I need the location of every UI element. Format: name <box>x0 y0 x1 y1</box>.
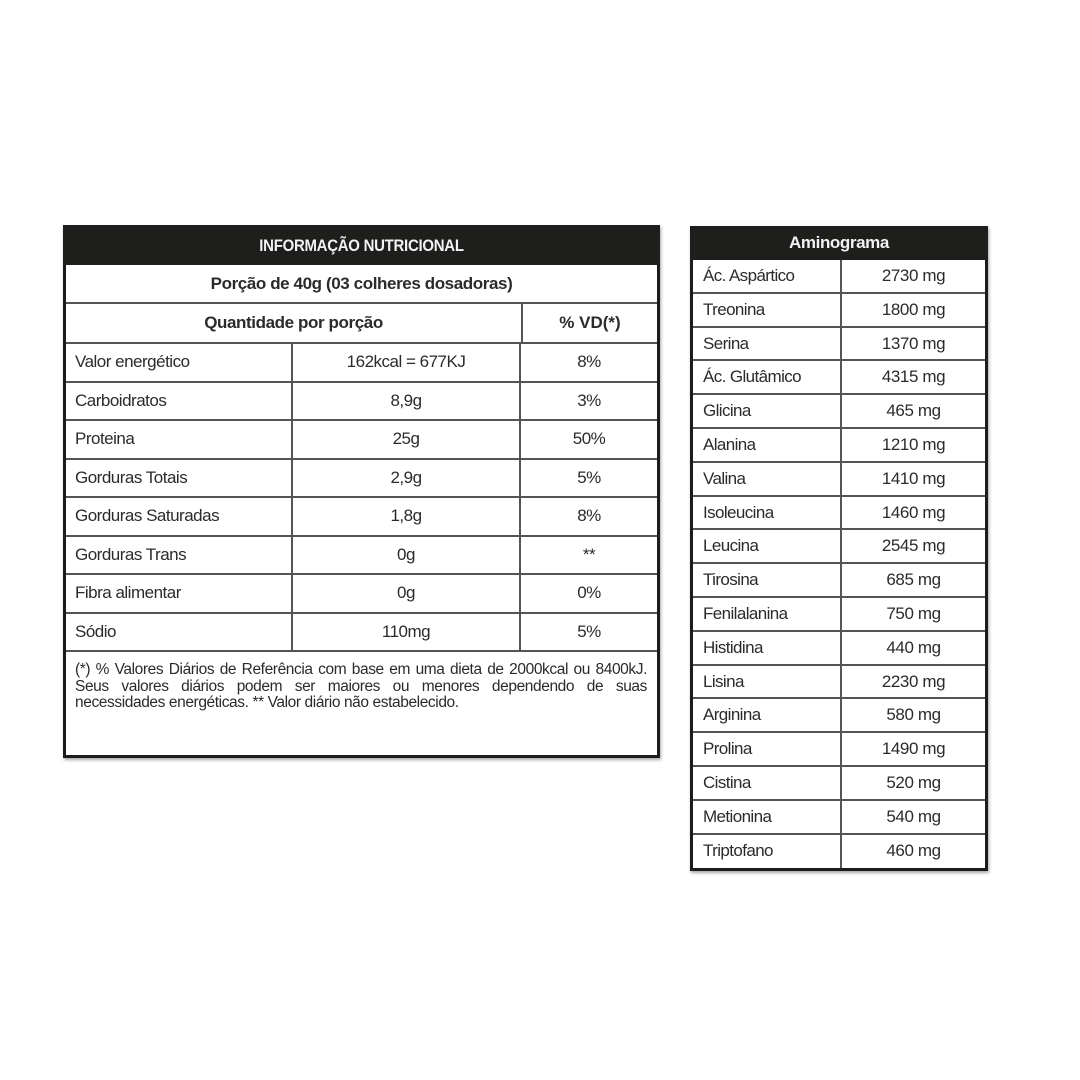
nutrient-daily-value: 5% <box>577 467 601 487</box>
nutrition-footnote: (*) % Valores Diários de Referência com base em uma dieta de 2000kcal ou 8400kJ. Seus valores diários podem ser maiores ou menores dependendo de suas necessidades energéticas. ** Valor diário não estabelecido. <box>75 661 647 711</box>
nutrient-amount: 0g <box>293 575 521 612</box>
amino-acid-amount: 1460 mg <box>881 502 946 522</box>
nutrition-row <box>66 344 657 383</box>
quantity-header: Quantidade por porção <box>66 304 523 342</box>
amino-acid-amount: 520 mg <box>886 772 941 792</box>
nutrient-daily-value: 8% <box>577 352 601 371</box>
amino-acid-name: Histidina <box>693 632 842 664</box>
nutrient-amount: 1,8g <box>293 498 521 535</box>
amino-acid-name: Cistina <box>693 767 842 799</box>
amino-acid-amount: 465 mg <box>886 401 941 421</box>
nutrition-row <box>66 498 657 537</box>
amino-acid-name: Fenilalanina <box>693 598 842 630</box>
nutrition-row <box>66 537 657 576</box>
aminogram-row <box>693 294 985 328</box>
nutrition-row <box>66 421 657 460</box>
aminogram-row <box>693 598 985 632</box>
aminogram-row <box>693 328 985 362</box>
amino-acid-amount: 580 mg <box>886 705 941 725</box>
nutrition-header-row <box>66 304 657 344</box>
amino-acid-amount: 2230 mg <box>881 671 946 691</box>
amino-acid-amount: 1210 mg <box>881 434 946 454</box>
aminogram-table <box>690 226 988 871</box>
amino-acid-amount: 685 mg <box>886 570 941 590</box>
nutrition-row <box>66 575 657 614</box>
nutrition-row <box>66 460 657 499</box>
nutrient-daily-value: 5% <box>577 621 601 641</box>
nutrient-daily-value: 50% <box>572 429 606 448</box>
nutrient-amount: 25g <box>293 421 521 458</box>
aminogram-row <box>693 429 985 463</box>
aminogram-title: Aminograma <box>690 226 988 260</box>
amino-acid-amount: 1410 mg <box>881 468 946 488</box>
amino-acid-amount: 2730 mg <box>881 266 946 285</box>
amino-acid-amount: 1800 mg <box>881 299 946 319</box>
amino-acid-name: Triptofano <box>693 835 842 869</box>
amino-acid-name: Arginina <box>693 699 842 731</box>
nutrition-rows <box>66 344 657 652</box>
amino-acid-name: Valina <box>693 463 842 495</box>
amino-acid-name: Alanina <box>693 429 842 461</box>
nutrient-label: Proteina <box>66 421 293 458</box>
nutrition-title: INFORMAÇÃO NUTRICIONAL <box>99 225 624 265</box>
amino-acid-name: Isoleucina <box>693 497 842 529</box>
nutrient-label: Valor energético <box>66 344 293 381</box>
amino-acid-amount: 1370 mg <box>881 333 946 353</box>
nutrient-daily-value: ** <box>582 544 596 564</box>
amino-acid-name: Ác. Glutâmico <box>693 361 842 393</box>
amino-acid-amount: 2545 mg <box>881 536 946 556</box>
nutrition-row <box>66 614 657 653</box>
amino-acid-name: Serina <box>693 328 842 360</box>
amino-acid-amount: 440 mg <box>886 637 941 657</box>
nutrient-daily-value: 3% <box>577 390 601 410</box>
nutrient-label: Gorduras Saturadas <box>66 498 293 535</box>
nutrient-daily-value: 8% <box>577 506 601 525</box>
aminogram-row <box>693 395 985 429</box>
nutrient-amount: 8,9g <box>293 383 521 420</box>
nutrient-label: Carboidratos <box>66 383 293 420</box>
amino-acid-amount: 1490 mg <box>881 739 946 759</box>
daily-value-header: % VD(*) <box>559 313 621 332</box>
amino-acid-amount: 540 mg <box>886 806 941 826</box>
aminogram-row <box>693 530 985 564</box>
amino-acid-amount: 750 mg <box>886 603 941 623</box>
amino-acid-name: Ác. Aspártico <box>693 260 842 292</box>
nutrient-amount: 110mg <box>293 614 521 651</box>
aminogram-row <box>693 260 985 294</box>
amino-acid-name: Glicina <box>693 395 842 427</box>
aminogram-row <box>693 564 985 598</box>
nutrient-label: Gorduras Trans <box>66 537 293 574</box>
nutrient-label: Gorduras Totais <box>66 460 293 497</box>
nutrient-amount: 0g <box>293 537 521 574</box>
aminogram-row <box>693 767 985 801</box>
nutrient-label: Sódio <box>66 614 293 651</box>
nutrient-daily-value: 0% <box>577 583 601 602</box>
nutrition-title-bar <box>63 225 660 265</box>
nutrient-amount: 162kcal = 677KJ <box>293 344 521 381</box>
aminogram-row <box>693 666 985 700</box>
aminogram-row <box>693 497 985 531</box>
nutrition-facts-table <box>63 225 660 758</box>
amino-acid-name: Metionina <box>693 801 842 833</box>
portion-size: Porção de 40g (03 colheres dosadoras) <box>66 265 657 304</box>
nutrient-amount: 2,9g <box>293 460 521 497</box>
amino-acid-amount: 460 mg <box>886 840 941 860</box>
aminogram-row <box>693 733 985 767</box>
amino-acid-name: Lisina <box>693 666 842 698</box>
amino-acid-name: Leucina <box>693 530 842 562</box>
amino-acid-name: Prolina <box>693 733 842 765</box>
amino-acid-amount: 4315 mg <box>881 367 946 387</box>
aminogram-row <box>693 801 985 835</box>
nutrition-row <box>66 383 657 422</box>
aminogram-row <box>693 361 985 395</box>
aminogram-rows <box>693 260 985 868</box>
amino-acid-name: Tirosina <box>693 564 842 596</box>
nutrient-label: Fibra alimentar <box>66 575 293 612</box>
aminogram-row <box>693 632 985 666</box>
aminogram-row <box>693 699 985 733</box>
aminogram-row <box>693 835 985 869</box>
aminogram-row <box>693 463 985 497</box>
amino-acid-name: Treonina <box>693 294 842 326</box>
